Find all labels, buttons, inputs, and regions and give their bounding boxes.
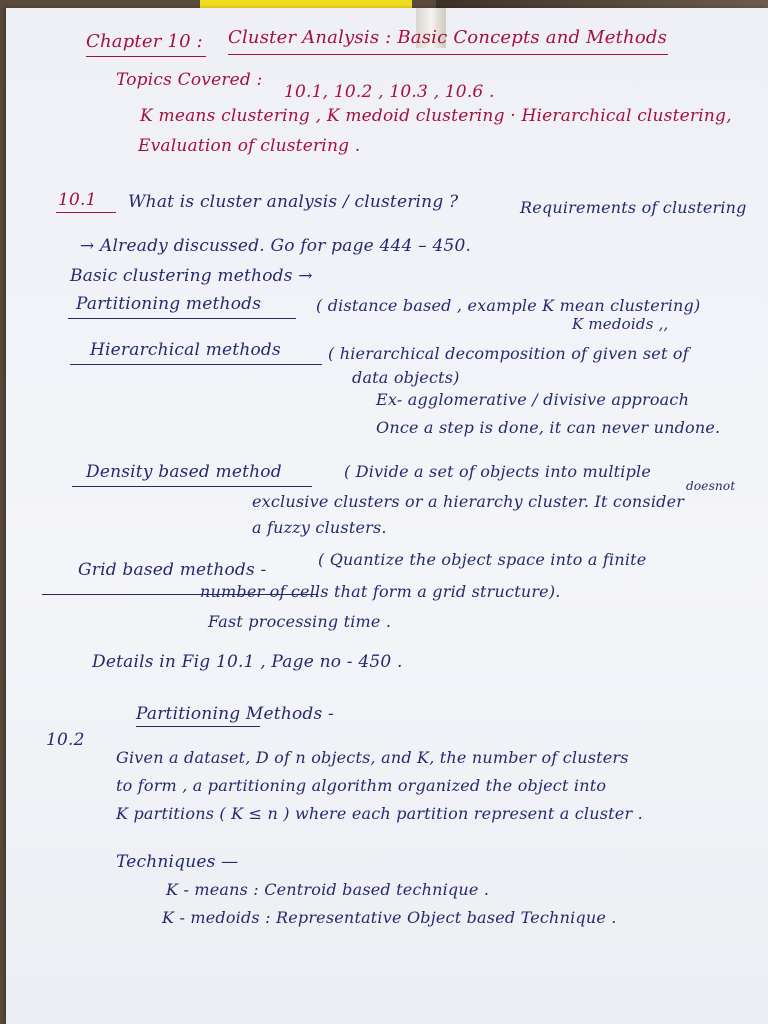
techniques-heading: Techniques —	[116, 852, 239, 872]
hierarchical-desc: ( hierarchical decomposition of given set of	[328, 344, 689, 363]
density-label: Density based method	[86, 462, 282, 482]
density-desc-3: a fuzzy clusters.	[252, 518, 387, 537]
partitioning-underline	[68, 318, 296, 319]
density-underline	[72, 486, 312, 487]
density-desc: ( Divide a set of objects into multiple	[344, 462, 652, 481]
section-10-2-number: 10.2	[46, 730, 85, 750]
hierarchical-example: Ex- agglomerative / divisive approach	[376, 390, 690, 409]
hierarchical-once: Once a step is done, it can never undone.	[376, 418, 721, 437]
requirements-text: Requirements of clustering	[520, 198, 747, 217]
grid-desc-3: Fast processing time .	[208, 612, 392, 631]
hierarchical-label: Hierarchical methods	[90, 340, 281, 360]
chapter-label: Chapter 10 :	[86, 31, 203, 52]
partitioning-desc: ( distance based , example K mean clustering)	[316, 296, 701, 315]
title-underline	[228, 54, 668, 55]
partitioning-label: Partitioning methods	[76, 294, 262, 314]
hierarchical-underline	[70, 364, 322, 365]
partitioning-line-1: Given a dataset, D of n objects, and K, the number of clusters	[116, 748, 629, 767]
section-10-2-underline	[136, 726, 260, 727]
grid-desc-2: number of cells that form a grid structure).	[200, 582, 561, 601]
section-10-2-title: Partitioning Methods -	[136, 704, 334, 724]
hierarchical-desc-2: data objects)	[352, 368, 460, 387]
grid-desc: ( Quantize the object space into a finite	[318, 550, 647, 569]
topics-label: Topics Covered :	[116, 70, 263, 90]
grid-label: Grid based methods -	[78, 560, 267, 580]
partitioning-line-2: to form , a partitioning algorithm organized the object into	[116, 776, 607, 795]
question-text: What is cluster analysis / clustering ?	[128, 192, 459, 212]
topics-line-2: K means clustering , K medoid clustering · Hierarchical clustering,	[140, 106, 732, 126]
topics-line-3: Evaluation of clustering .	[138, 136, 361, 156]
already-discussed-text: → Already discussed. Go for page 444 – 450.	[80, 236, 472, 256]
kmedoids-line: K - medoids : Representative Object based Technique .	[162, 908, 617, 927]
notebook-page	[6, 8, 768, 1024]
section-10-1-underline	[56, 212, 116, 213]
topics-list: 10.1, 10.2 , 10.3 , 10.6 .	[284, 82, 495, 102]
chapter-underline	[86, 56, 206, 57]
chapter-title: Cluster Analysis : Basic Concepts and Methods	[228, 27, 668, 48]
kmeans-line: K - means : Centroid based technique .	[166, 880, 490, 899]
section-10-1-number: 10.1	[58, 190, 97, 210]
basic-methods-heading: Basic clustering methods →	[70, 266, 313, 286]
partitioning-line-3: K partitions ( K ≤ n ) where each partition represent a cluster .	[116, 804, 643, 823]
details-text: Details in Fig 10.1 , Page no - 450 .	[92, 652, 403, 672]
density-desc-2: exclusive clusters or a hierarchy cluster. It consider	[252, 492, 685, 511]
partitioning-desc-2: K medoids ,,	[572, 315, 669, 333]
density-note: doesnot	[686, 479, 736, 493]
